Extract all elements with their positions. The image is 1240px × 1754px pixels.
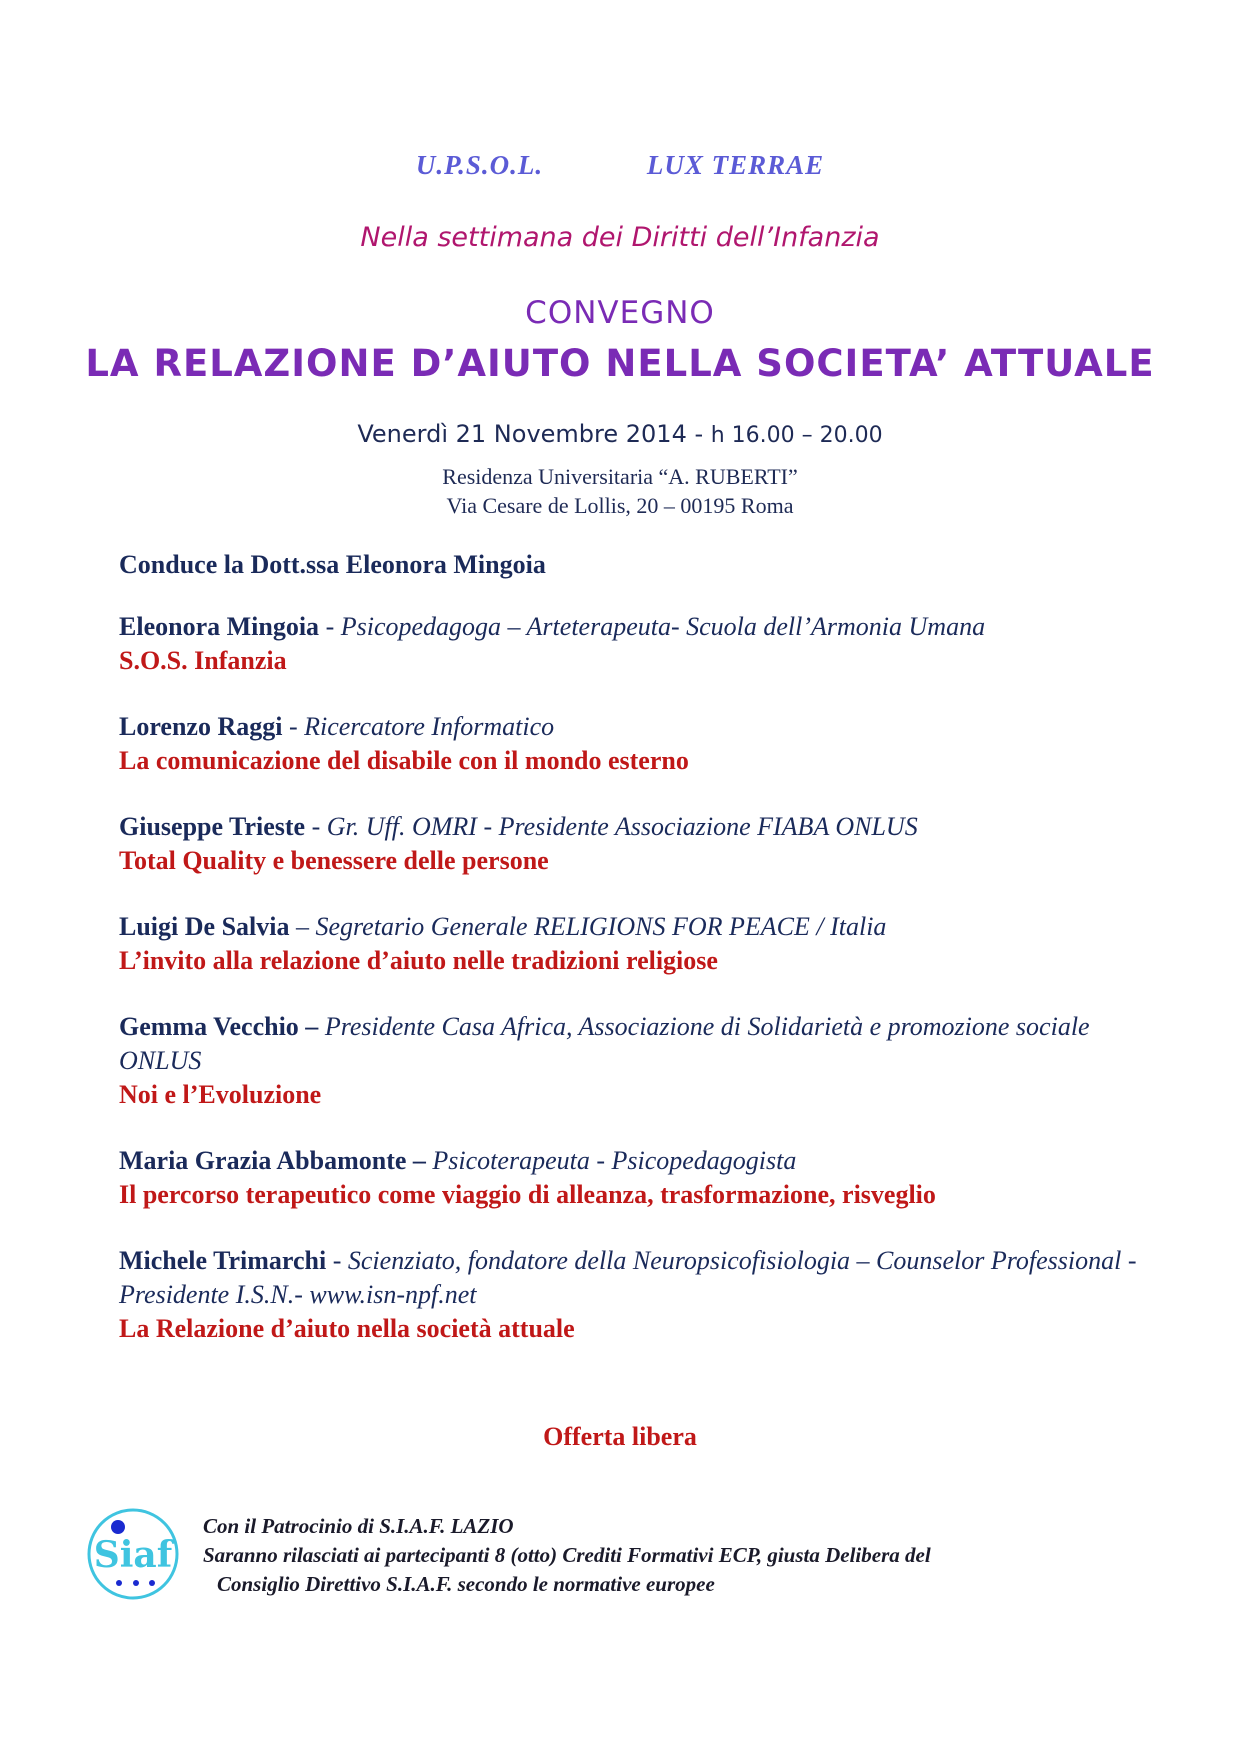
- speaker-role: Presidente Casa Africa, Associazione di Solidarietà e promozione sociale ONLUS: [119, 1012, 1090, 1075]
- logo-text: Siaf: [93, 1534, 173, 1576]
- credits-line: Consiglio Direttivo S.I.A.F. secondo le normative europee: [217, 1572, 715, 1596]
- org-lux-terrae: LUX TERRAE: [646, 150, 825, 180]
- speaker-name: Gemma Vecchio –: [119, 1012, 325, 1041]
- venue: [0, 462, 1240, 520]
- logo-dot: [133, 1580, 139, 1586]
- speaker-name: Michele Trimarchi: [119, 1246, 333, 1275]
- speaker-role: Psicoterapeuta - Psicopedagogista: [432, 1146, 797, 1175]
- speaker-name: Lorenzo Raggi: [119, 712, 289, 741]
- talk-title: La comunicazione del disabile con il mondo esterno: [119, 746, 689, 775]
- free-offer: Offerta libera: [543, 1422, 697, 1451]
- credits-line: Saranno rilasciati ai partecipanti 8 (otto) Crediti Formativi ECP, giusta Delibera del: [203, 1543, 931, 1567]
- speaker-name: Maria Grazia Abbamonte –: [119, 1146, 433, 1175]
- time-text: h 16.00 – 20.00: [710, 423, 883, 448]
- speaker-list: [119, 548, 1139, 1378]
- venue-address: Via Cesare de Lollis, 20 – 00195 Roma: [446, 493, 794, 518]
- talk-title: La Relazione d’aiuto nella società attuale: [119, 1314, 575, 1343]
- organizers: [0, 150, 1240, 181]
- date-text: Venerdì 21 Novembre 2014 -: [357, 420, 711, 448]
- patronage: Con il Patrocinio di S.I.A.F. LAZIO: [203, 1514, 514, 1538]
- speaker-item: [119, 1144, 1139, 1212]
- speaker-role: - Scienziato, fondatore della Neuropsicofisiologia – Counselor Professional - Presidente I.S.N.- www.isn-npf.net: [119, 1246, 1137, 1309]
- logo-dot: [149, 1580, 155, 1586]
- page-title: LA RELAZIONE D’AIUTO NELLA SOCIETA’ ATTUALE: [85, 342, 1155, 385]
- speaker-item: [119, 1010, 1139, 1112]
- speaker-role: - Psicopedagoga – Arteterapeuta- Scuola dell’Armonia Umana: [325, 612, 986, 641]
- org-upsol: U.P.S.O.L.: [415, 150, 544, 180]
- event-date: [0, 420, 1240, 448]
- speaker-name: Luigi De Salvia: [119, 912, 296, 941]
- talk-title: S.O.S. Infanzia: [119, 646, 287, 675]
- venue-name: Residenza Universitaria “A. RUBERTI”: [442, 464, 798, 489]
- speaker-item: [119, 1244, 1139, 1346]
- speaker-name: Giuseppe Trieste: [119, 812, 312, 841]
- siaf-logo: [86, 1507, 180, 1601]
- talk-title: Il percorso terapeutico come viaggio di alleanza, trasformazione, risveglio: [119, 1180, 936, 1209]
- speaker-item: [119, 610, 1139, 678]
- talk-title: L’invito alla relazione d’aiuto nelle tradizioni religiose: [119, 946, 718, 975]
- speaker-role: – Segretario Generale RELIGIONS FOR PEACE / Italia: [295, 912, 887, 941]
- talk-title: Noi e l’Evoluzione: [119, 1080, 322, 1109]
- speaker-role: - Ricercatore Informatico: [288, 712, 555, 741]
- speaker-item: [119, 910, 1139, 978]
- speaker-role: - Gr. Uff. OMRI - Presidente Associazione FIABA ONLUS: [311, 812, 918, 841]
- logo-dot: [111, 1520, 125, 1534]
- speaker-item: [119, 710, 1139, 778]
- footer-notes: [203, 1512, 1123, 1599]
- speaker-item: [119, 810, 1139, 878]
- speaker-name: Eleonora Mingoia: [119, 612, 326, 641]
- logo-dot: [116, 1580, 122, 1586]
- event-type: CONVEGNO: [525, 295, 715, 331]
- talk-title: Total Quality e benessere delle persone: [119, 846, 549, 875]
- moderator: Conduce la Dott.ssa Eleonora Mingoia: [119, 550, 546, 579]
- subtitle: Nella settimana dei Diritti dell’Infanzia: [360, 222, 880, 253]
